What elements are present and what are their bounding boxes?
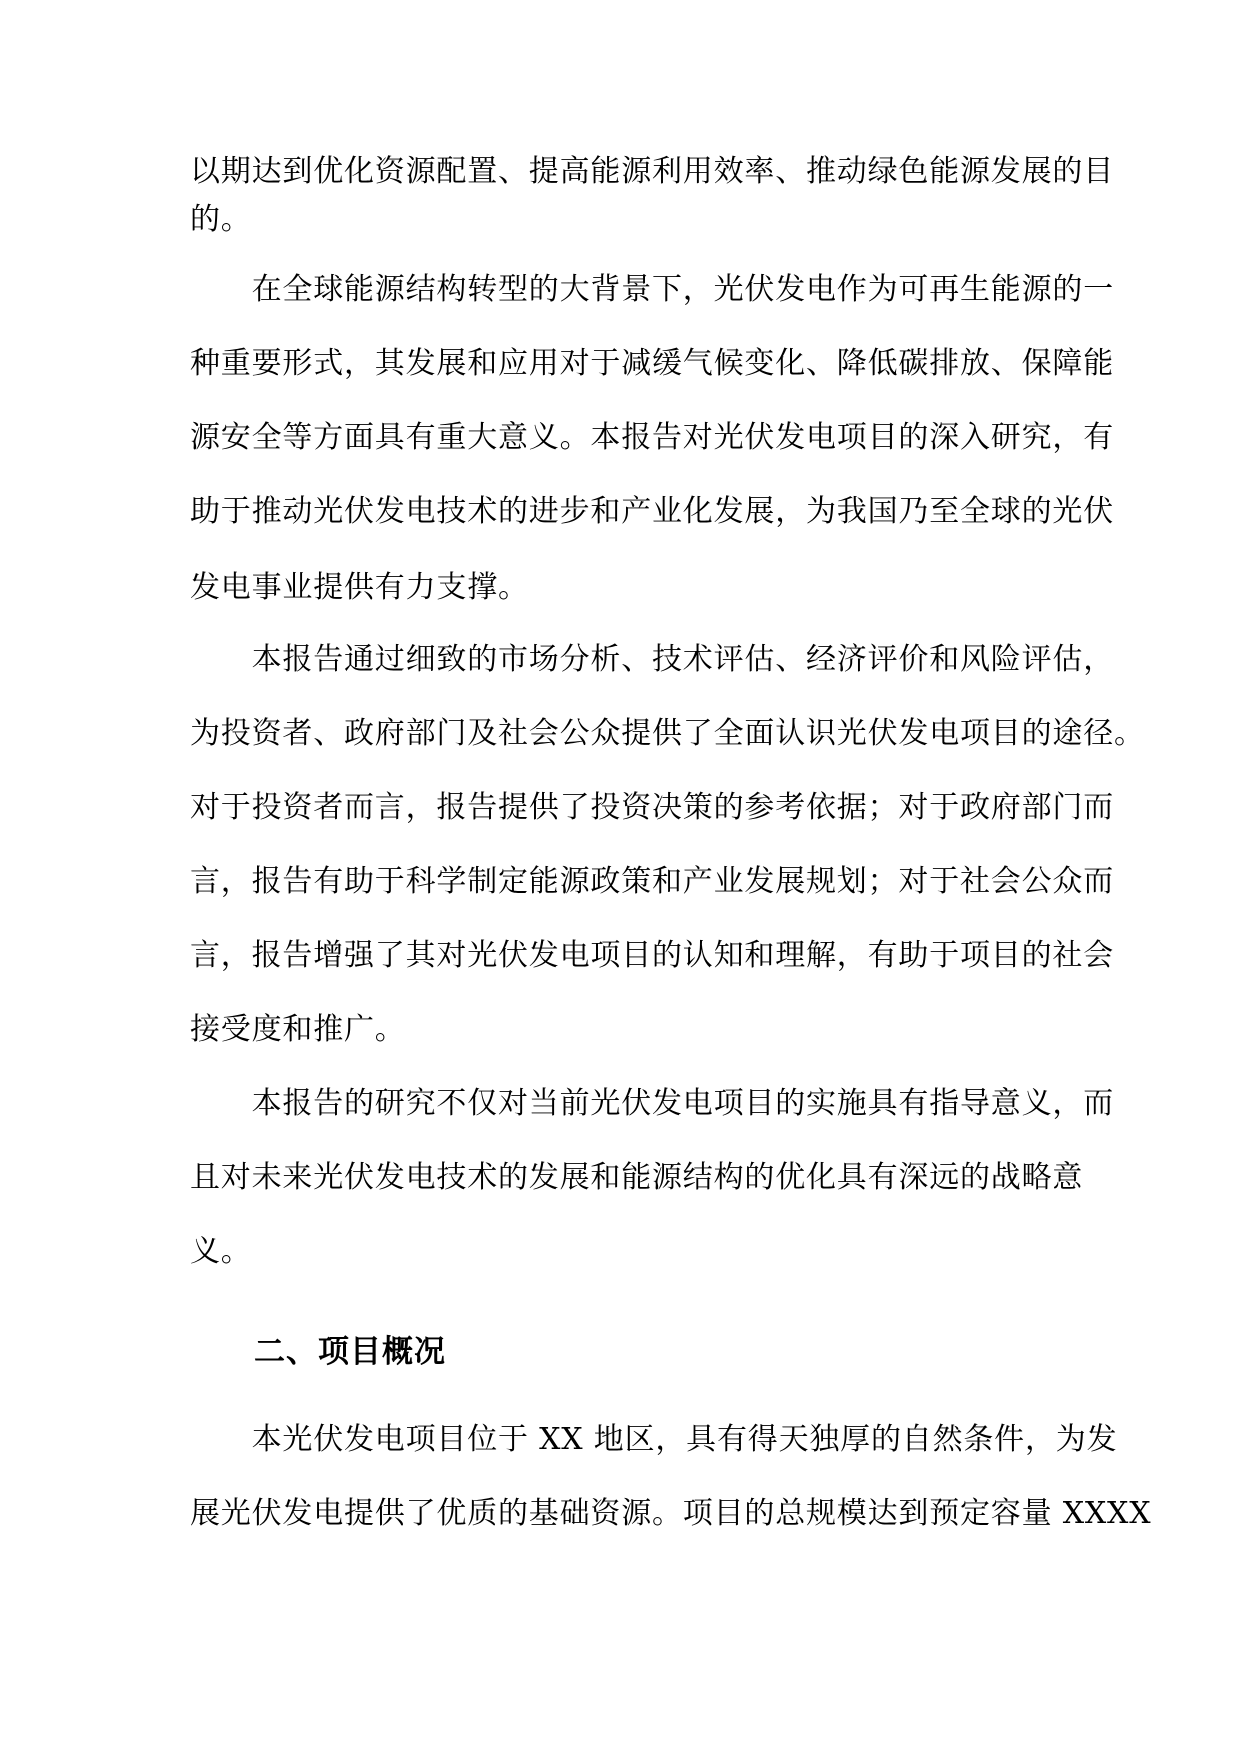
text-line: 本报告通过细致的市场分析、技术评估、经济评价和风险评估， <box>190 642 1114 677</box>
section-heading: 二、项目概况 <box>254 1334 446 1370</box>
text-line: 展光伏发电提供了优质的基础资源。项目的总规模达到预定容量 XXXX <box>190 1496 1152 1531</box>
text-line: 种重要形式，其发展和应用对于减缓气候变化、降低碳排放、保障能 <box>190 346 1114 381</box>
text-line: 源安全等方面具有重大意义。本报告对光伏发电项目的深入研究，有 <box>190 420 1114 455</box>
text-line: 对于投资者而言，报告提供了投资决策的参考依据；对于政府部门而 <box>190 790 1114 825</box>
text-line: 言，报告有助于科学制定能源政策和产业发展规划；对于社会公众而 <box>190 864 1114 899</box>
text-line: 言，报告增强了其对光伏发电项目的认知和理解，有助于项目的社会 <box>190 938 1114 973</box>
text-line: 的。 <box>190 202 252 237</box>
text-line: 义。 <box>190 1234 252 1269</box>
text-line: 且对未来光伏发电技术的发展和能源结构的优化具有深远的战略意 <box>190 1160 1084 1195</box>
text-line: 在全球能源结构转型的大背景下，光伏发电作为可再生能源的一 <box>190 272 1114 307</box>
text-line: 本光伏发电项目位于 XX 地区，具有得天独厚的自然条件，为发 <box>190 1422 1118 1457</box>
text-line: 接受度和推广。 <box>190 1012 406 1047</box>
text-line: 以期达到优化资源配置、提高能源利用效率、推动绿色能源发展的目 <box>190 154 1114 189</box>
text-line: 为投资者、政府部门及社会公众提供了全面认识光伏发电项目的途径。 <box>190 716 1145 751</box>
text-line: 本报告的研究不仅对当前光伏发电项目的实施具有指导意义，而 <box>190 1086 1114 1121</box>
text-line: 助于推动光伏发电技术的进步和产业化发展，为我国乃至全球的光伏 <box>190 494 1114 529</box>
text-line: 发电事业提供有力支撑。 <box>190 570 529 605</box>
